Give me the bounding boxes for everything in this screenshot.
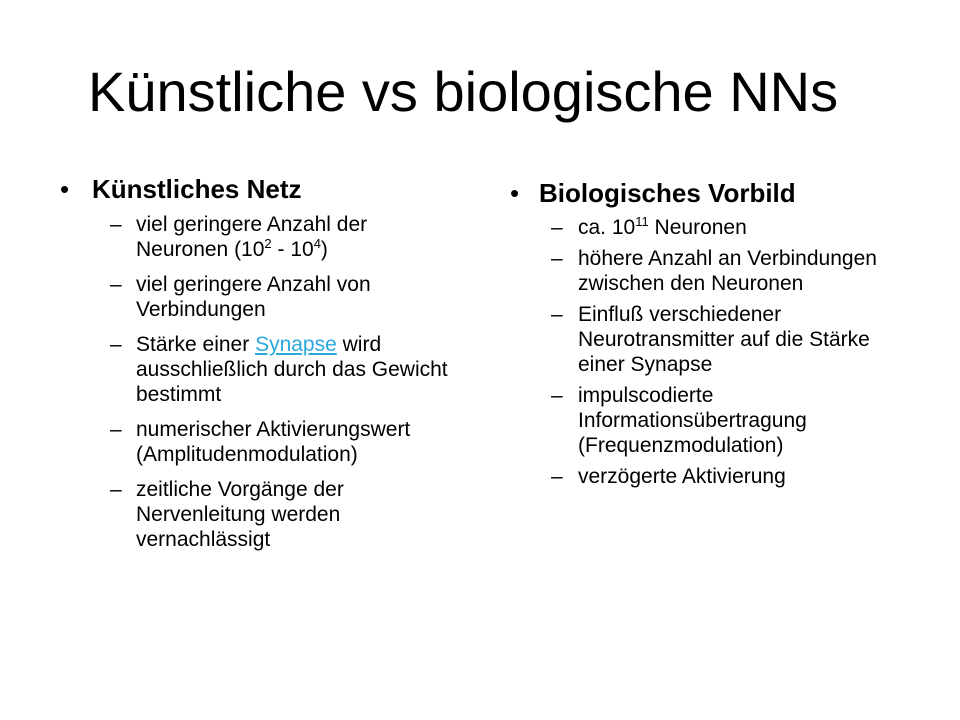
- list-item: [60, 212, 450, 262]
- artificial-net-heading: Künstliches Netz: [92, 174, 302, 204]
- biological-model-list: [510, 215, 900, 489]
- artificial-net-heading-row: [60, 172, 450, 206]
- list-item-text-part: wird ausschließlich durch das Gewicht bestimmt: [136, 333, 448, 406]
- list-item: [60, 272, 450, 322]
- list-item: [510, 215, 900, 240]
- biological-model-heading: Biologisches Vorbild: [539, 178, 796, 208]
- list-item-text: [578, 215, 900, 240]
- list-item-text-part: viel geringere Anzahl der Neuronen (10: [136, 213, 368, 261]
- list-item: [510, 302, 900, 377]
- bullet-icon: •: [60, 174, 70, 204]
- dash-icon: –: [551, 384, 563, 407]
- list-item-text: impulscodierte Informationsübertragung (Frequenzmodulation): [578, 384, 807, 457]
- dash-icon: –: [110, 333, 122, 356]
- list-item-text-part: - 10: [271, 238, 314, 261]
- list-item-text: höhere Anzahl an Verbindungen zwischen den Neuronen: [578, 247, 877, 295]
- list-item-text-part: ): [320, 238, 328, 261]
- dash-icon: –: [110, 213, 122, 236]
- synapse-link[interactable]: Synapse: [255, 333, 337, 356]
- bullet-icon: •: [510, 178, 520, 208]
- artificial-net-column: [60, 172, 450, 562]
- list-item-text: numerischer Aktivierungswert (Amplitudenmodulation): [136, 418, 411, 466]
- list-item: [510, 383, 900, 458]
- list-item-text: [136, 332, 450, 407]
- list-item: [60, 332, 450, 407]
- list-item-text: zeitliche Vorgänge der Nervenleitung werden vernachlässigt: [136, 478, 344, 551]
- superscript: 4: [313, 236, 321, 251]
- list-item: [510, 464, 900, 489]
- list-item-text-part: ca. 10: [578, 216, 636, 239]
- slide-title: Künstliche vs biologische NNs: [88, 60, 839, 123]
- list-item-text: [136, 212, 450, 262]
- dash-icon: –: [110, 418, 122, 441]
- dash-icon: –: [551, 247, 563, 270]
- list-item: [60, 417, 450, 467]
- biological-model-column: [510, 176, 900, 495]
- list-item-text-part: Neuronen: [648, 216, 747, 239]
- dash-icon: –: [551, 465, 563, 488]
- list-item: [60, 477, 450, 552]
- biological-model-heading-row: [510, 176, 900, 210]
- list-item-text-part: Stärke einer: [136, 333, 256, 356]
- dash-icon: –: [551, 303, 563, 326]
- list-item-text: viel geringere Anzahl von Verbindungen: [136, 273, 371, 321]
- artificial-net-list: [60, 212, 450, 552]
- dash-icon: –: [551, 216, 563, 239]
- dash-icon: –: [110, 273, 122, 296]
- dash-icon: –: [110, 478, 122, 501]
- superscript: 11: [635, 214, 649, 229]
- list-item-text: verzögerte Aktivierung: [578, 465, 786, 488]
- list-item: [510, 246, 900, 296]
- superscript: 2: [264, 236, 272, 251]
- list-item-text: Einfluß verschiedener Neurotransmitter auf die Stärke einer Synapse: [578, 303, 870, 376]
